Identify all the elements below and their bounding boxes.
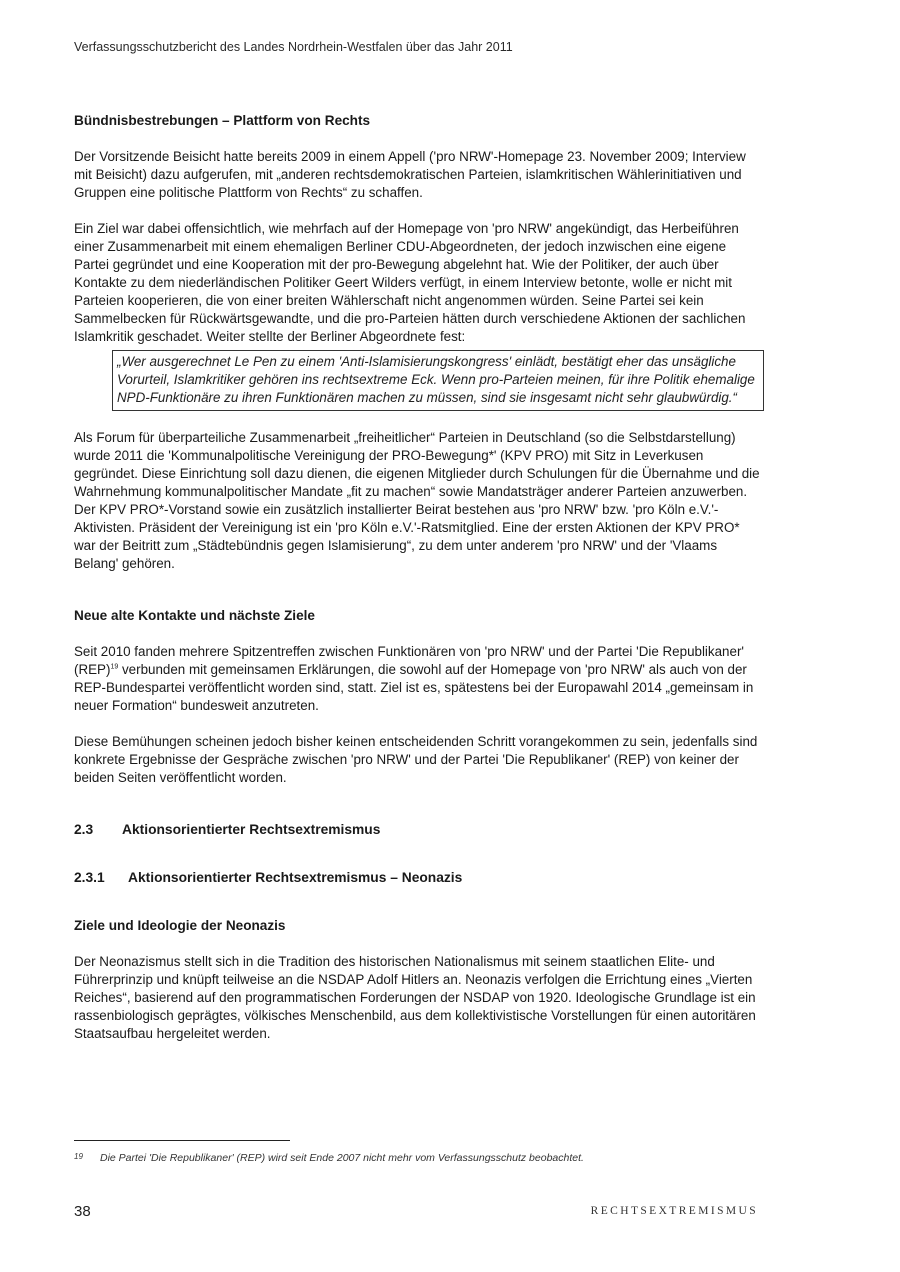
footnote xyxy=(74,1152,774,1164)
footnote-text: Die Partei 'Die Republikaner' (REP) wird seit Ende 2007 nicht mehr vom Verfassungsschutz beobachtet. xyxy=(100,1152,584,1164)
section-title: Aktionsorientierter Rechtsextremismus – Neonazis xyxy=(128,870,463,885)
footer-section-title: RECHTSEXTREMISMUS xyxy=(590,1205,758,1217)
heading-ziele-und-ideologie: Ziele und Ideologie der Neonazis xyxy=(74,918,286,933)
section-number: 2.3.1 xyxy=(74,870,105,885)
footnote-divider xyxy=(74,1140,290,1141)
section-heading-2-3 xyxy=(74,821,764,839)
heading-buendnisbestrebungen: Bündnisbestrebungen – Plattform von Rechts xyxy=(74,113,371,128)
paragraph: Der Vorsitzende Beisicht hatte bereits 2009 in einem Appell ('pro NRW'-Homepage 23. November 2009; Interview mit Beisicht) dazu aufgerufen, mit „anderen rechtsdemokratischen Parteien, islamkritischen Wählerinitiativen und Gruppen eine politische Plattform von Rechts“ zu schaffen. xyxy=(74,149,746,200)
section-number: 2.3 xyxy=(74,822,94,837)
paragraph-text: Seit 2010 fanden mehrere Spitzentreffen zwischen Funktionären von 'pro NRW' und der Partei 'Die Republikaner' (REP) xyxy=(74,644,744,677)
footnote-reference: 19 xyxy=(110,663,119,671)
paragraph: Als Forum für überparteiliche Zusammenarbeit „freiheitlicher“ Parteien in Deutschland (so die Selbstdarstellung) wurde 2011 die 'Kommunalpolitische Vereinigung der PRO-Bewegung*' (KPV PRO) mit Sitz in Leverkusen gegründet. Diese Einrichtung soll dazu dienen, die eigenen Mitglieder durch Schulungen für die Übernahme und die Wahrnehmung kommunalpolitischer Mandate „fit zu machen“ sowie Mandatsträger anderer Parteien anzuwerben. Der KPV PRO*-Vorstand sowie ein zusätzlich installierter Beirat bestehen aus 'pro NRW' bzw. 'pro Köln e.V.'-Aktivisten. Präsident der Vereinigung ist ein 'pro Köln e.V.'-Ratsmitglied. Eine der ersten Aktionen der KPV PRO* war der Beitritt zum „Städtebündnis gegen Islamisierung“, zu dem unter anderem 'pro NRW' und der 'Vlaams Belang' gehören. xyxy=(74,430,760,571)
page-body xyxy=(74,112,764,1061)
paragraph: Diese Bemühungen scheinen jedoch bisher keinen entscheidenden Schritt vorangekommen zu sein, jedenfalls sind konkrete Ergebnisse der Gespräche zwischen 'pro NRW' und der Partei 'Die Republikaner' (REP) von keiner der beiden Seiten veröffentlicht worden. xyxy=(74,734,758,785)
running-header: Verfassungsschutzbericht des Landes Nordrhein-Westfalen über das Jahr 2011 xyxy=(74,40,513,54)
paragraph-with-footnote xyxy=(74,643,764,715)
section-heading-2-3-1 xyxy=(74,869,764,887)
footnote-number: 19 xyxy=(74,1152,83,1161)
heading-neue-alte-kontakte: Neue alte Kontakte und nächste Ziele xyxy=(74,608,315,623)
paragraph: Der Neonazismus stellt sich in die Tradition des historischen Nationalismus mit seinem staatlichen Elite- und Führerprinzip und knüpft teilweise an die NSDAP Adolf Hitlers an. Neonazis verfolgen die Errichtung eines „Vierten Reiches“, basierend auf den programmatischen Forderungen der NSDAP von 1920. Ideologische Grundlage ist ein rassenbiologisch geprägtes, völkisches Menschenbild, aus dem kollektivistische Vorstellungen für einen autoritären Staatsaufbau hergeleitet werden. xyxy=(74,954,756,1041)
paragraph: Ein Ziel war dabei offensichtlich, wie mehrfach auf der Homepage von 'pro NRW' angekündigt, das Herbeiführen einer Zusammenarbeit mit einem ehemaligen Berliner CDU-Abgeordneten, der jedoch inzwischen eine eigene Partei gegründet und eine Kooperation mit der pro-Bewegung abgelehnt hat. Wie der Politiker, der auch über Kontakte zu dem niederländischen Politiker Geert Wilders verfügt, in einem Interview betonte, wolle er nicht mit Parteien kooperieren, die von einer breiten Wählerschaft nicht angenommen würden. Seine Partei sei kein Sammelbecken für Rückwärtsgewandte, und die pro-Parteien hätten durch verschiedene Aktionen der sachlichen Islamkritik geschadet. Weiter stellte der Berliner Abgeordnete fest: xyxy=(74,221,746,344)
paragraph-text: verbunden mit gemeinsamen Erklärungen, die sowohl auf der Homepage von 'pro NRW' als auch von der REP-Bundespartei veröffentlicht worden sind, statt. Ziel ist es, spätestens bei der Europawahl 2014 „gemeinsam in neuer Formation“ bundesweit anzutreten. xyxy=(74,662,754,713)
block-quote: „Wer ausgerechnet Le Pen zu einem 'Anti-Islamisierungskongress' einlädt, bestätigt eher das unsägliche Vorurteil, Islamkritiker gehören ins rechtsextreme Eck. Wenn pro-Parteien meinen, für ihre Politik ehemalige NPD-Funktionäre zu ihren Funktionären machen zu müssen, sind sie insgesamt nicht sehr glaubwürdig.“ xyxy=(112,350,764,411)
section-title: Aktionsorientierter Rechtsextremismus xyxy=(122,822,381,837)
page-number: 38 xyxy=(74,1203,91,1220)
